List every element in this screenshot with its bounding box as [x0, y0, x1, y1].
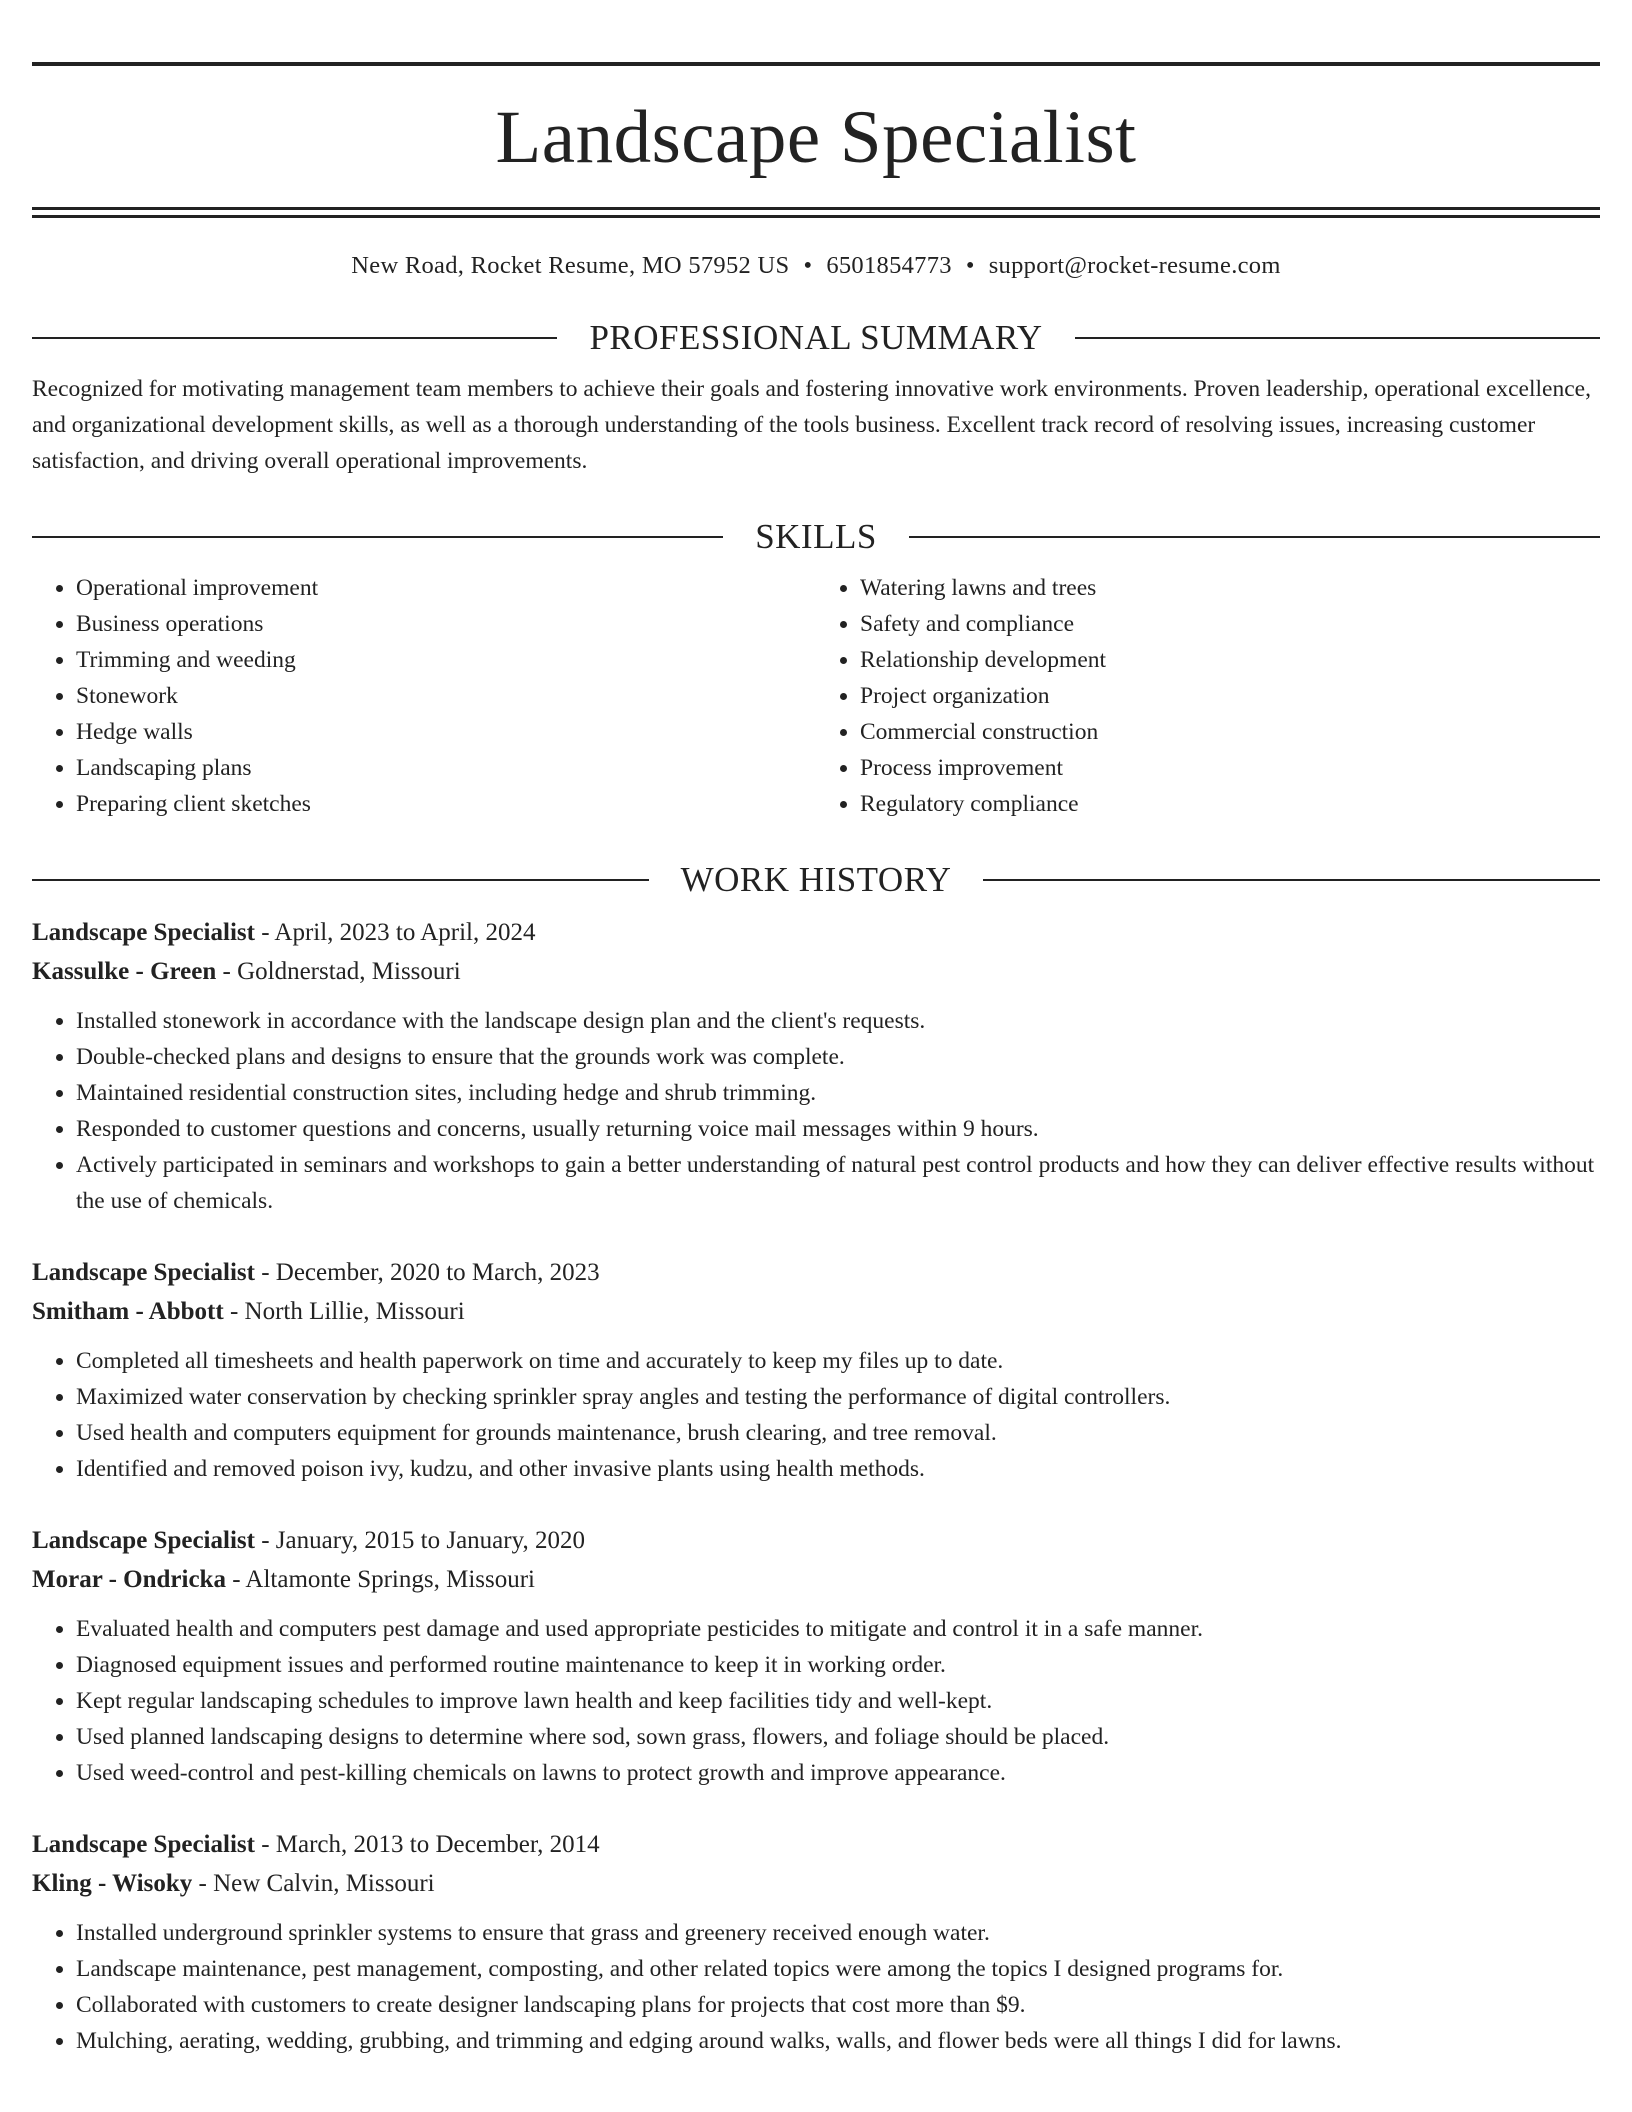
- job-bullet: • Used health and computers equipment for grounds maintenance, brush clearing, and tree removal.: [76, 1415, 1600, 1451]
- section-title-summary: PROFESSIONAL SUMMARY: [589, 318, 1043, 357]
- job-bullets: [32, 1003, 1600, 1219]
- skill-item: • Commercial construction: [860, 714, 1600, 750]
- job-location: - Goldnerstad, Missouri: [216, 958, 461, 985]
- section-header-work: [32, 862, 1600, 897]
- resume-page: [32, 0, 1600, 2059]
- job-company-line: [32, 1864, 1600, 1903]
- section-title-skills: SKILLS: [755, 517, 877, 556]
- job-bullet: • Maintained residential construction sites, including hedge and shrub trimming.: [76, 1075, 1600, 1111]
- skill-item: • Process improvement: [860, 750, 1600, 786]
- section-rule: [983, 879, 1600, 881]
- job-bullet: • Evaluated health and computers pest damage and used appropriate pesticides to mitigate and control it in a safe manner.: [76, 1611, 1600, 1647]
- skill-item: • Trimming and weeding: [76, 642, 816, 678]
- job-location: - Altamonte Springs, Missouri: [225, 1566, 536, 1593]
- section-rule: [32, 879, 649, 881]
- job-location: - New Calvin, Missouri: [192, 1870, 435, 1897]
- contact-line: [32, 252, 1600, 280]
- job-company: Smitham - Abbott: [32, 1298, 224, 1325]
- job-company: Morar - Ondricka: [32, 1566, 226, 1593]
- contact-separator: •: [803, 252, 813, 279]
- job-company-line: [32, 1560, 1600, 1599]
- skills-column-left: [32, 570, 816, 822]
- job-dates: - April, 2023 to April, 2024: [254, 919, 536, 946]
- skill-item: • Regulatory compliance: [860, 786, 1600, 822]
- contact-email: support@rocket-resume.com: [988, 252, 1281, 279]
- job-entry: [32, 1521, 1600, 1791]
- job-bullet: • Used planned landscaping designs to determine where sod, sown grass, flowers, and foliage should be placed.: [76, 1719, 1600, 1755]
- job-dates: - March, 2013 to December, 2014: [254, 1831, 600, 1858]
- job-company-line: [32, 1292, 1600, 1331]
- skill-item: • Preparing client sketches: [76, 786, 816, 822]
- section-rule: [32, 337, 557, 339]
- job-bullets: [32, 1343, 1600, 1487]
- job-title: Landscape Specialist: [32, 919, 255, 946]
- job-title-line: [32, 913, 1600, 952]
- job-bullet: • Kept regular landscaping schedules to improve lawn health and keep facilities tidy and well-kept.: [76, 1683, 1600, 1719]
- job-title-line: [32, 1253, 1600, 1292]
- job-bullet: • Diagnosed equipment issues and performed routine maintenance to keep it in working order.: [76, 1647, 1600, 1683]
- section-rule: [909, 536, 1600, 538]
- job-company: Kassulke - Green: [32, 958, 217, 985]
- job-bullet: • Used weed-control and pest-killing chemicals on lawns to protect growth and improve appearance.: [76, 1755, 1600, 1791]
- summary-text: Recognized for motivating management team members to achieve their goals and fostering innovative work environments. Proven leadership, operational excellence, and organizational development skills, as well as a thorough understanding of the tools business. Excellent track record of resolving issues, increasing customer satisfaction, and driving overall operational improvements.: [32, 376, 1591, 474]
- job-entry: [32, 1253, 1600, 1487]
- job-bullet: • Installed underground sprinkler systems to ensure that grass and greenery received enough water.: [76, 1915, 1600, 1951]
- skill-item: • Stonework: [76, 678, 816, 714]
- job-bullet: • Installed stonework in accordance with the landscape design plan and the client's requests.: [76, 1003, 1600, 1039]
- job-bullet: • Double-checked plans and designs to ensure that the grounds work was complete.: [76, 1039, 1600, 1075]
- job-entry: [32, 1825, 1600, 2059]
- skills-column-right: [816, 570, 1600, 822]
- job-title-line: [32, 1825, 1600, 1864]
- contact-phone: 6501854773: [826, 252, 952, 279]
- job-entry: [32, 913, 1600, 1219]
- skill-item: • Project organization: [860, 678, 1600, 714]
- job-dates: - December, 2020 to March, 2023: [254, 1259, 600, 1286]
- job-bullet: • Collaborated with customers to create designer landscaping plans for projects that cost more than $9.: [76, 1987, 1600, 2023]
- skill-item: • Hedge walls: [76, 714, 816, 750]
- job-bullets: [32, 1915, 1600, 2059]
- skill-item: • Business operations: [76, 606, 816, 642]
- job-bullet: • Actively participated in seminars and workshops to gain a better understanding of natural pest control products and how they can deliver effective results without the use of chemicals.: [76, 1147, 1600, 1219]
- contact-address: New Road, Rocket Resume, MO 57952 US: [351, 252, 790, 279]
- skill-item: • Operational improvement: [76, 570, 816, 606]
- job-title: Landscape Specialist: [32, 1831, 255, 1858]
- job-dates: - January, 2015 to January, 2020: [254, 1527, 585, 1554]
- candidate-name: Landscape Specialist: [495, 96, 1137, 179]
- job-bullet: • Mulching, aerating, wedding, grubbing, and trimming and edging around walks, walls, and flower beds were all things I did for lawns.: [76, 2023, 1600, 2059]
- section-title-work: WORK HISTORY: [680, 860, 952, 899]
- job-title: Landscape Specialist: [32, 1527, 255, 1554]
- skill-item: • Landscaping plans: [76, 750, 816, 786]
- skill-item: • Watering lawns and trees: [860, 570, 1600, 606]
- section-header-skills: [32, 519, 1600, 554]
- contact-separator: •: [965, 252, 975, 279]
- section-header-summary: [32, 320, 1600, 355]
- job-title-line: [32, 1521, 1600, 1560]
- skills-list: [32, 570, 1600, 822]
- job-company: Kling - Wisoky: [32, 1870, 193, 1897]
- skill-item: • Safety and compliance: [860, 606, 1600, 642]
- job-company-line: [32, 952, 1600, 991]
- skill-item: • Relationship development: [860, 642, 1600, 678]
- section-rule: [32, 536, 723, 538]
- job-bullet: • Maximized water conservation by checking sprinkler spray angles and testing the performance of digital controllers.: [76, 1379, 1600, 1415]
- job-bullet: • Landscape maintenance, pest management, composting, and other related topics were among the topics I designed programs for.: [76, 1951, 1600, 1987]
- job-location: - North Lillie, Missouri: [223, 1298, 465, 1325]
- job-bullet: • Identified and removed poison ivy, kudzu, and other invasive plants using health methods.: [76, 1451, 1600, 1487]
- job-bullet: • Responded to customer questions and concerns, usually returning voice mail messages within 9 hours.: [76, 1111, 1600, 1147]
- job-title: Landscape Specialist: [32, 1259, 255, 1286]
- job-bullets: [32, 1611, 1600, 1791]
- section-rule: [1075, 337, 1600, 339]
- double-rule: [32, 207, 1600, 218]
- job-bullet: • Completed all timesheets and health paperwork on time and accurately to keep my files up to date.: [76, 1343, 1600, 1379]
